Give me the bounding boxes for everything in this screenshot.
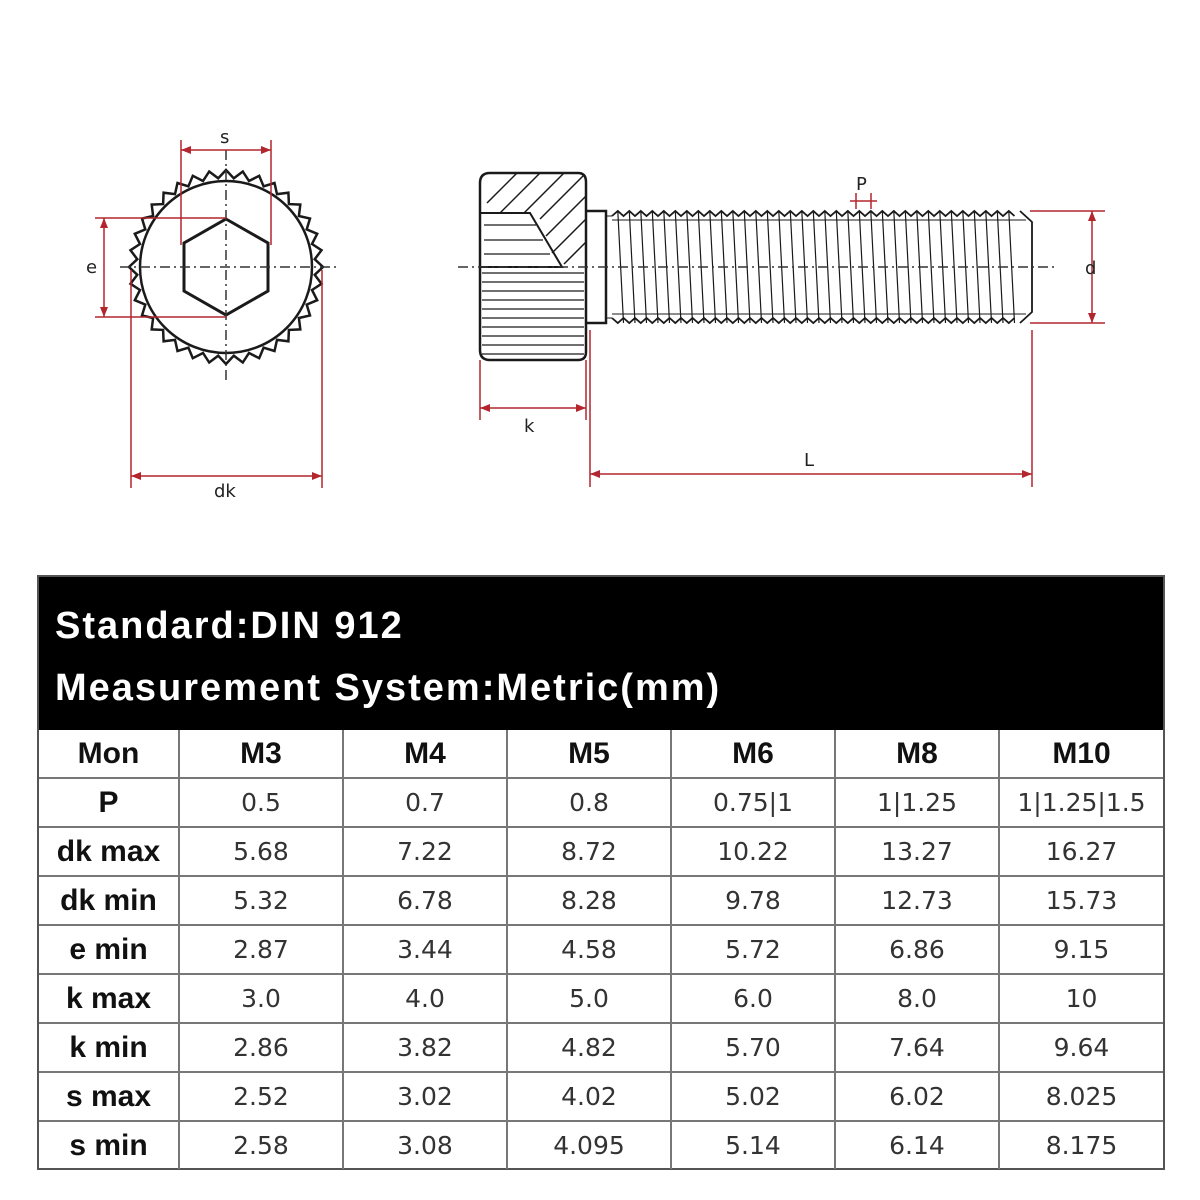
spec-table-panel bbox=[37, 575, 1165, 1170]
column-header: M3 bbox=[179, 730, 343, 778]
table-cell: 9.78 bbox=[671, 876, 835, 925]
table-cell: 3.02 bbox=[343, 1072, 507, 1121]
screw-side-view bbox=[458, 173, 1058, 360]
table-row bbox=[39, 876, 1163, 925]
table-cell: 9.64 bbox=[999, 1023, 1163, 1072]
table-row bbox=[39, 778, 1163, 827]
table-cell: 8.175 bbox=[999, 1121, 1163, 1169]
column-header: M4 bbox=[343, 730, 507, 778]
table-cell: 2.58 bbox=[179, 1121, 343, 1169]
spec-table bbox=[39, 730, 1163, 1169]
label-e: e bbox=[86, 257, 98, 278]
row-label: k max bbox=[39, 974, 179, 1023]
table-cell: 5.14 bbox=[671, 1121, 835, 1169]
spec-header bbox=[39, 577, 1163, 730]
row-label: P bbox=[39, 778, 179, 827]
table-row bbox=[39, 1023, 1163, 1072]
table-cell: 3.44 bbox=[343, 925, 507, 974]
table-cell: 5.70 bbox=[671, 1023, 835, 1072]
table-cell: 4.82 bbox=[507, 1023, 671, 1072]
table-cell: 6.0 bbox=[671, 974, 835, 1023]
column-header: M6 bbox=[671, 730, 835, 778]
table-cell: 5.02 bbox=[671, 1072, 835, 1121]
table-cell: 2.86 bbox=[179, 1023, 343, 1072]
row-label: s min bbox=[39, 1121, 179, 1169]
dimension-p bbox=[850, 193, 877, 209]
column-header: M5 bbox=[507, 730, 671, 778]
table-row bbox=[39, 974, 1163, 1023]
table-row bbox=[39, 1121, 1163, 1169]
table-cell: 6.78 bbox=[343, 876, 507, 925]
table-cell: 3.0 bbox=[179, 974, 343, 1023]
row-label: e min bbox=[39, 925, 179, 974]
table-cell: 8.72 bbox=[507, 827, 671, 876]
label-p: P bbox=[856, 174, 867, 195]
label-d: d bbox=[1085, 258, 1097, 279]
table-cell: 0.75|1 bbox=[671, 778, 835, 827]
table-cell: 12.73 bbox=[835, 876, 999, 925]
table-cell: 4.58 bbox=[507, 925, 671, 974]
head-end-view bbox=[120, 150, 340, 380]
table-cell: 5.0 bbox=[507, 974, 671, 1023]
label-k: k bbox=[524, 416, 535, 437]
table-row bbox=[39, 1072, 1163, 1121]
table-cell: 4.095 bbox=[507, 1121, 671, 1169]
table-cell: 6.86 bbox=[835, 925, 999, 974]
label-dk: dk bbox=[214, 481, 236, 502]
technical-drawing bbox=[0, 0, 1200, 560]
table-header-row bbox=[39, 730, 1163, 778]
table-cell: 7.64 bbox=[835, 1023, 999, 1072]
column-header: M10 bbox=[999, 730, 1163, 778]
table-cell: 10 bbox=[999, 974, 1163, 1023]
table-cell: 2.87 bbox=[179, 925, 343, 974]
row-label: s max bbox=[39, 1072, 179, 1121]
table-cell: 8.025 bbox=[999, 1072, 1163, 1121]
table-cell: 1|1.25 bbox=[835, 778, 999, 827]
column-header: M8 bbox=[835, 730, 999, 778]
table-cell: 8.0 bbox=[835, 974, 999, 1023]
table-cell: 5.72 bbox=[671, 925, 835, 974]
column-header: Mon bbox=[39, 730, 179, 778]
table-cell: 0.5 bbox=[179, 778, 343, 827]
table-cell: 5.68 bbox=[179, 827, 343, 876]
standard-title: Standard:DIN 912 bbox=[55, 605, 404, 647]
table-cell: 5.32 bbox=[179, 876, 343, 925]
table-cell: 4.02 bbox=[507, 1072, 671, 1121]
table-cell: 9.15 bbox=[999, 925, 1163, 974]
table-cell: 6.02 bbox=[835, 1072, 999, 1121]
table-cell: 16.27 bbox=[999, 827, 1163, 876]
table-cell: 3.82 bbox=[343, 1023, 507, 1072]
dimension-k bbox=[480, 360, 586, 420]
label-s: s bbox=[220, 127, 230, 148]
table-cell: 15.73 bbox=[999, 876, 1163, 925]
table-cell: 8.28 bbox=[507, 876, 671, 925]
table-row bbox=[39, 925, 1163, 974]
table-cell: 2.52 bbox=[179, 1072, 343, 1121]
table-cell: 1|1.25|1.5 bbox=[999, 778, 1163, 827]
label-l: L bbox=[804, 450, 815, 471]
table-cell: 0.8 bbox=[507, 778, 671, 827]
table-cell: 13.27 bbox=[835, 827, 999, 876]
measurement-system-title: Measurement System:Metric(mm) bbox=[55, 667, 722, 709]
table-row bbox=[39, 827, 1163, 876]
row-label: dk min bbox=[39, 876, 179, 925]
row-label: k min bbox=[39, 1023, 179, 1072]
table-cell: 7.22 bbox=[343, 827, 507, 876]
table-cell: 10.22 bbox=[671, 827, 835, 876]
thread-crest-bottom bbox=[612, 318, 1015, 323]
table-cell: 4.0 bbox=[343, 974, 507, 1023]
row-label: dk max bbox=[39, 827, 179, 876]
table-cell: 3.08 bbox=[343, 1121, 507, 1169]
table-cell: 0.7 bbox=[343, 778, 507, 827]
table-cell: 6.14 bbox=[835, 1121, 999, 1169]
